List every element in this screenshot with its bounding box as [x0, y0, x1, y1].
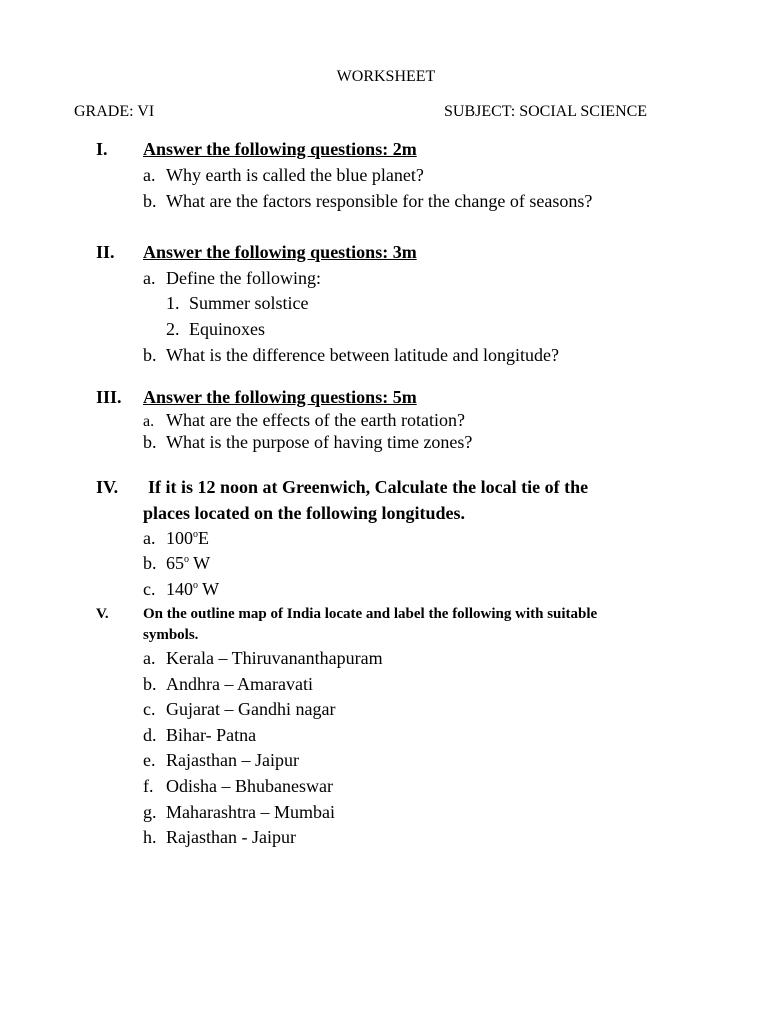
item-label: a.	[143, 528, 156, 548]
section-4-heading-line2: places located on the following longitudes.	[143, 503, 466, 523]
state-capital: Rajasthan - Jaipur	[166, 827, 296, 847]
state-capital: Kerala – Thiruvananthapuram	[166, 648, 383, 668]
question-text: Equinoxes	[189, 319, 265, 339]
section-5-heading-line2: symbols.	[143, 627, 199, 643]
state-capital: Andhra – Amaravati	[166, 674, 313, 694]
question-text: What are the effects of the earth rotation?	[166, 410, 466, 430]
item-label: b.	[143, 553, 157, 573]
state-capital: Odisha – Bhubaneswar	[166, 776, 333, 796]
item-label: d.	[143, 725, 157, 745]
question-text: What is the purpose of having time zones?	[166, 432, 473, 452]
item-label: e.	[143, 750, 156, 770]
state-capital: Maharashtra – Mumbai	[166, 802, 335, 822]
section-4-numeral: IV.	[96, 477, 119, 497]
item-label: a.	[143, 648, 156, 668]
section-5-heading-line1: On the outline map of India locate and label the following with suitable	[143, 606, 598, 622]
item-label: a.	[143, 165, 156, 185]
state-capital: Gujarat – Gandhi nagar	[166, 699, 336, 719]
section-2-numeral: II.	[96, 242, 115, 262]
item-label: b.	[143, 191, 157, 211]
question-text: Summer solstice	[189, 293, 309, 313]
section-3-numeral: III.	[96, 387, 122, 407]
grade-label: GRADE: VI	[74, 103, 155, 120]
item-label: 1.	[166, 293, 180, 313]
question-text: Define the following:	[166, 268, 321, 288]
question-text: Why earth is called the blue planet?	[166, 165, 424, 185]
section-3-heading: Answer the following questions: 5m	[143, 387, 417, 407]
section-1-heading: Answer the following questions: 2m	[143, 139, 417, 159]
item-label: a.	[143, 268, 156, 288]
item-label: a.	[143, 413, 155, 430]
item-label: c.	[143, 699, 156, 719]
section-5-numeral: V.	[96, 606, 109, 622]
item-label: g.	[143, 802, 157, 822]
worksheet-title: WORKSHEET	[336, 68, 436, 85]
longitude-value: 100$^o$E	[166, 528, 209, 548]
state-capital: Bihar- Patna	[166, 725, 257, 745]
item-label: f.	[143, 776, 154, 796]
section-4-heading-line1: If it is 12 noon at Greenwich, Calculate the local tie of the	[148, 477, 589, 497]
item-label: 2.	[166, 319, 180, 339]
subject-label: SUBJECT: SOCIAL SCIENCE	[444, 103, 648, 120]
longitude-value: 140$^o$ W	[166, 579, 220, 599]
item-label: c.	[143, 579, 156, 599]
state-capital: Rajasthan – Jaipur	[166, 750, 299, 770]
item-label: b.	[143, 345, 157, 365]
degree-mark: o	[193, 580, 198, 591]
degree-mark: o	[193, 529, 198, 540]
item-label: b.	[143, 432, 157, 452]
section-1-numeral: I.	[96, 139, 108, 159]
degree-mark: o	[184, 554, 189, 565]
item-label: b.	[143, 674, 157, 694]
item-label: h.	[143, 827, 157, 847]
section-2-heading: Answer the following questions: 3m	[143, 242, 417, 262]
longitude-value: 65$^o$ W	[166, 553, 211, 573]
question-text: What is the difference between latitude and longitude?	[166, 345, 560, 365]
question-text: What are the factors responsible for the change of seasons?	[166, 191, 593, 211]
